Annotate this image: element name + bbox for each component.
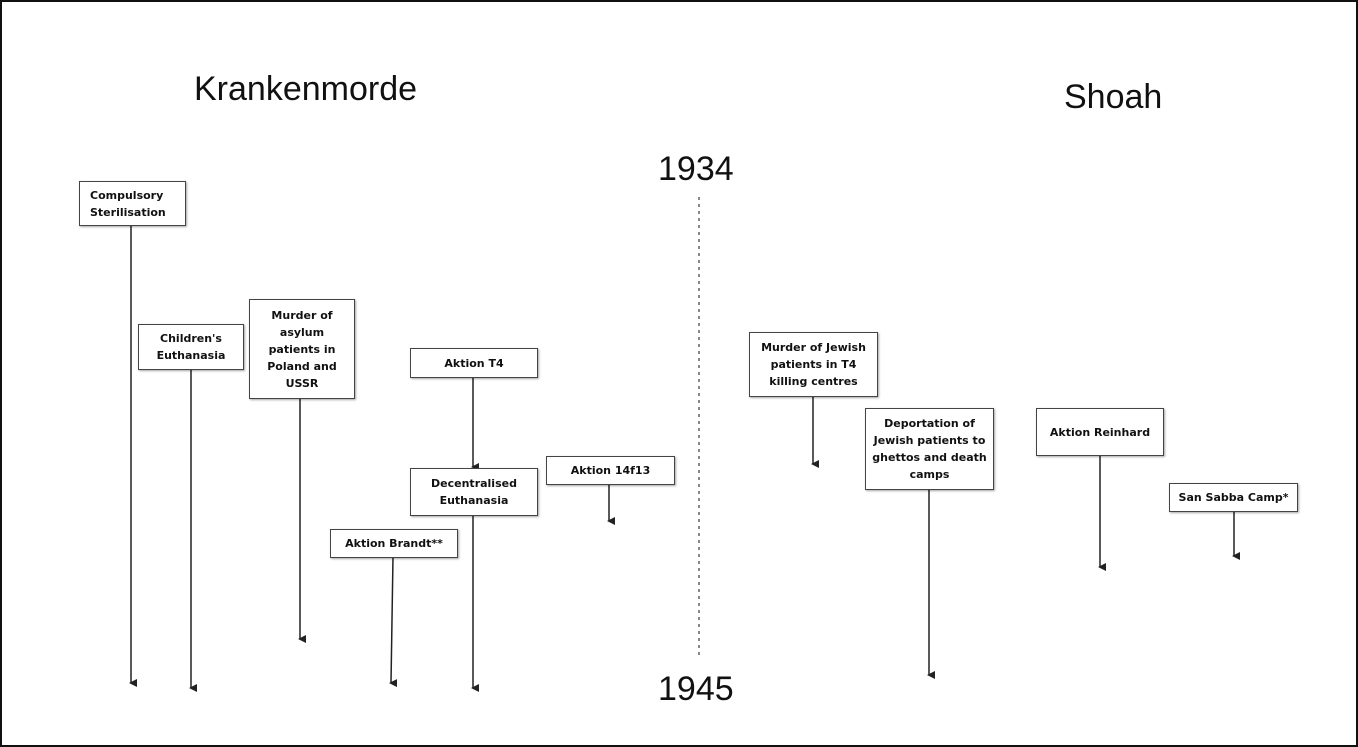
box-aktion-14f13: Aktion 14f13 — [546, 456, 675, 485]
box-aktion-brandt: Aktion Brandt** — [330, 529, 458, 558]
arrows-layer — [2, 2, 1356, 745]
box-san-sabba-camp: San Sabba Camp* — [1169, 483, 1298, 512]
arrow-aktion-brandt — [391, 557, 393, 683]
year-start-label: 1934 — [658, 150, 734, 188]
box-compulsory-sterilisation: Compulsory Sterilisation — [79, 181, 186, 226]
box-aktion-reinhard: Aktion Reinhard — [1036, 408, 1164, 456]
box-murder-asylum-patients: Murder of asylum patients in Poland and USSR — [249, 299, 355, 399]
year-end-label: 1945 — [658, 670, 734, 708]
heading-krankenmorde: Krankenmorde — [194, 70, 418, 108]
box-childrens-euthanasia: Children's Euthanasia — [138, 324, 244, 370]
heading-shoah: Shoah — [1064, 78, 1163, 116]
box-aktion-t4: Aktion T4 — [410, 348, 538, 378]
box-deportation-jewish-patients: Deportation of Jewish patients to ghettos and death camps — [865, 408, 994, 490]
box-murder-jewish-patients: Murder of Jewish patients in T4 killing centres — [749, 332, 878, 397]
box-decentralised-euthanasia: Decentralised Euthanasia — [410, 468, 538, 516]
